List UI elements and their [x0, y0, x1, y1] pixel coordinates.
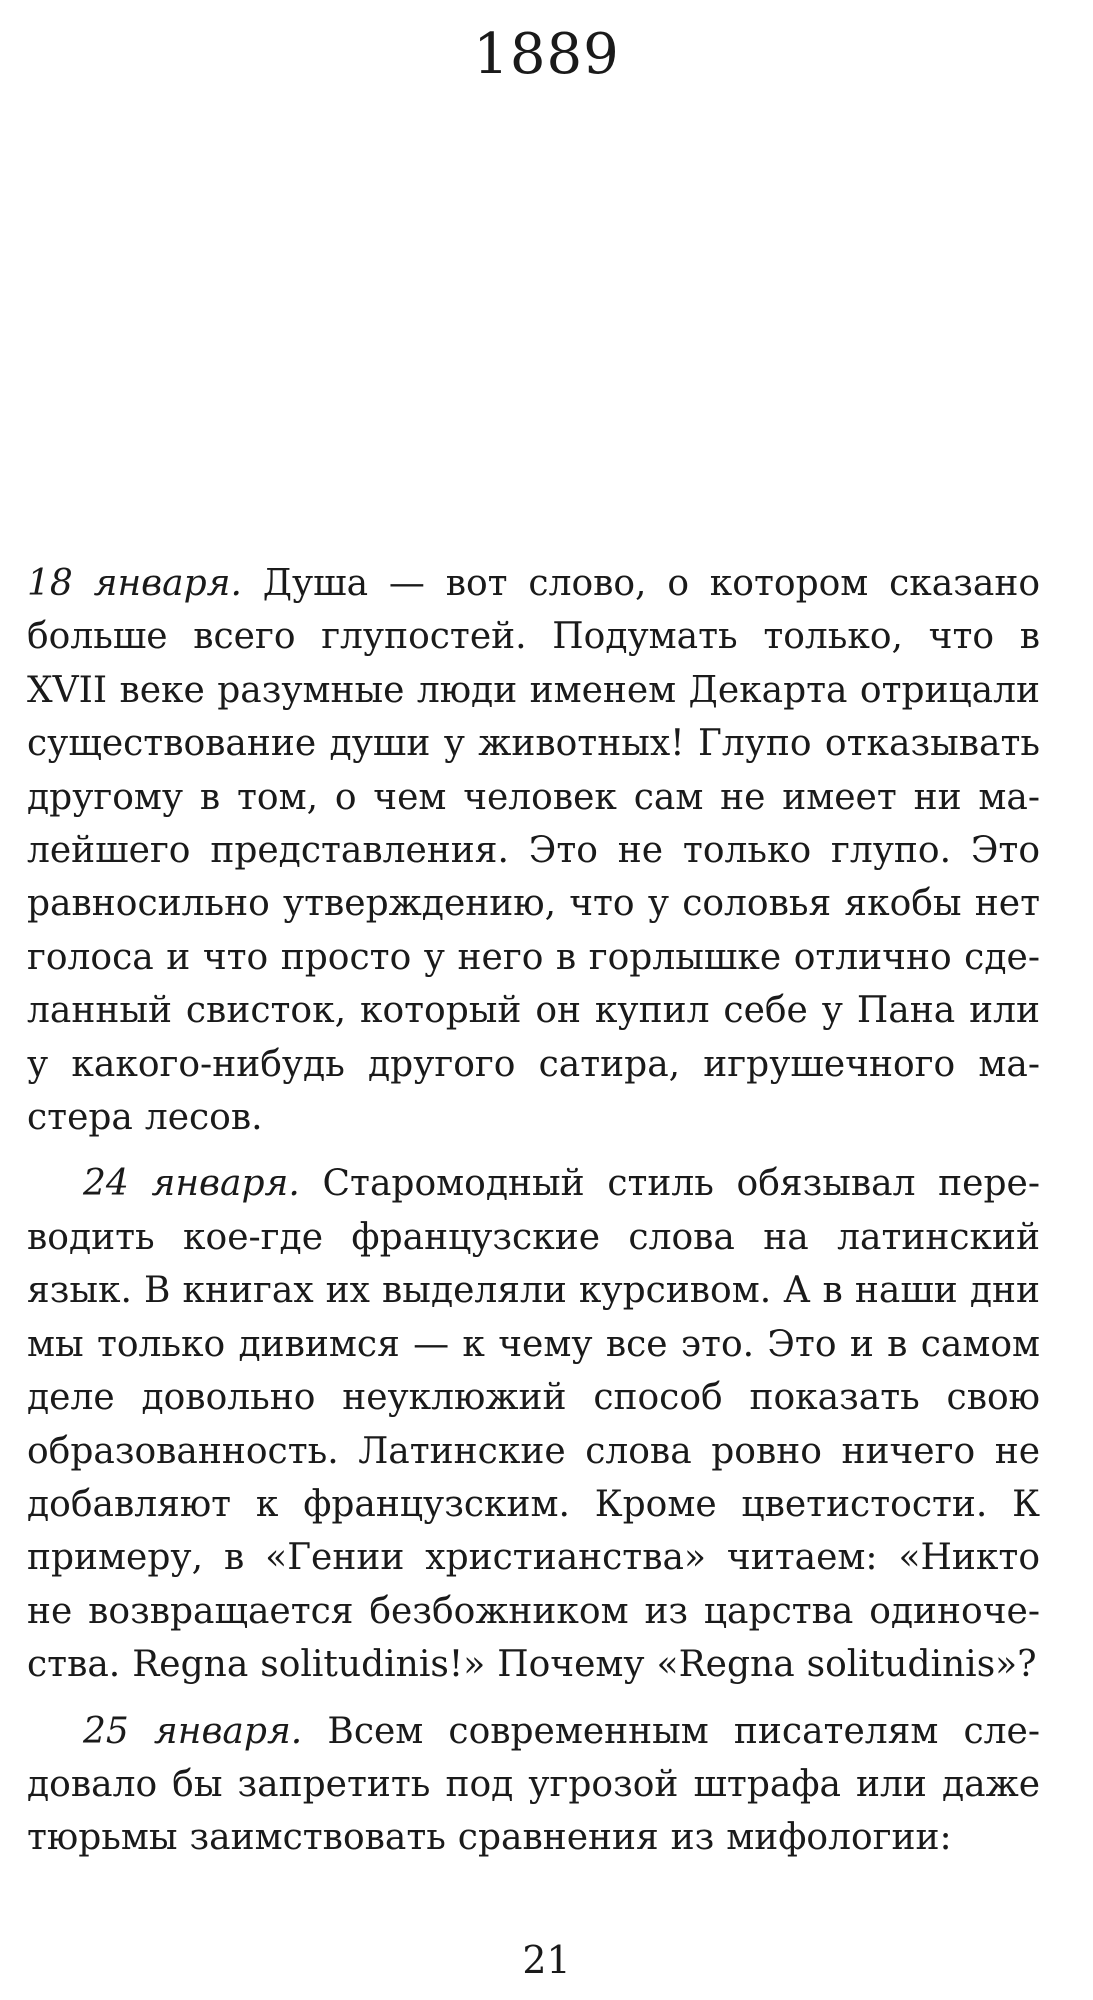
- diary-entry: [27, 1705, 1040, 1865]
- diary-entry: [27, 1157, 1040, 1691]
- entry-text: Всем современным писателям следовало бы запретить под угрозой штрафа или даже тюрьмы заимствовать сравнения из мифологии:: [27, 1710, 1040, 1859]
- entry-date: 25 января.: [83, 1710, 303, 1752]
- year-heading: 1889: [473, 22, 620, 87]
- diary-entry: [27, 557, 1040, 1144]
- entry-text: Душа — вот слово, о котором сказано больше всего глупостей. Подумать только, что в XVII веке разумные люди именем Декарта отрицали существование души у животных! Глупо отказывать другому в том, о чем человек сам не имеет ни малейшего представления. Это не только глупо. Это равносильно утверждению, что у соловья якобы нет голоса и что просто у него в горлышке отлично сделанный свисток, который он купил себе у Пана или у какого-нибудь другого сатира, игрушечного мастера лесов.: [27, 563, 1040, 1139]
- entry-date: 18 января.: [27, 563, 242, 604]
- entry-date: 24 января.: [83, 1163, 300, 1205]
- diary-body: [27, 557, 1040, 1865]
- entry-text: Старомодный стиль обязывал переводить кое-где французские слова на латинский язык. В книгах их выделяли курсивом. А в наши дни мы только дивимся — к чему все это. Это и в самом деле довольно неуклюжий способ показать свою образованность. Латинские слова ровно ничего не добавляют к французским. Кроме цветистости. К примеру, в «Гении христианства» читаем: «Никто не возвращается безбожником из царства одиночества. Regna solitudinis!» Почему «Regna solitudinis»?: [27, 1163, 1041, 1686]
- page-number: 21: [522, 1938, 571, 1982]
